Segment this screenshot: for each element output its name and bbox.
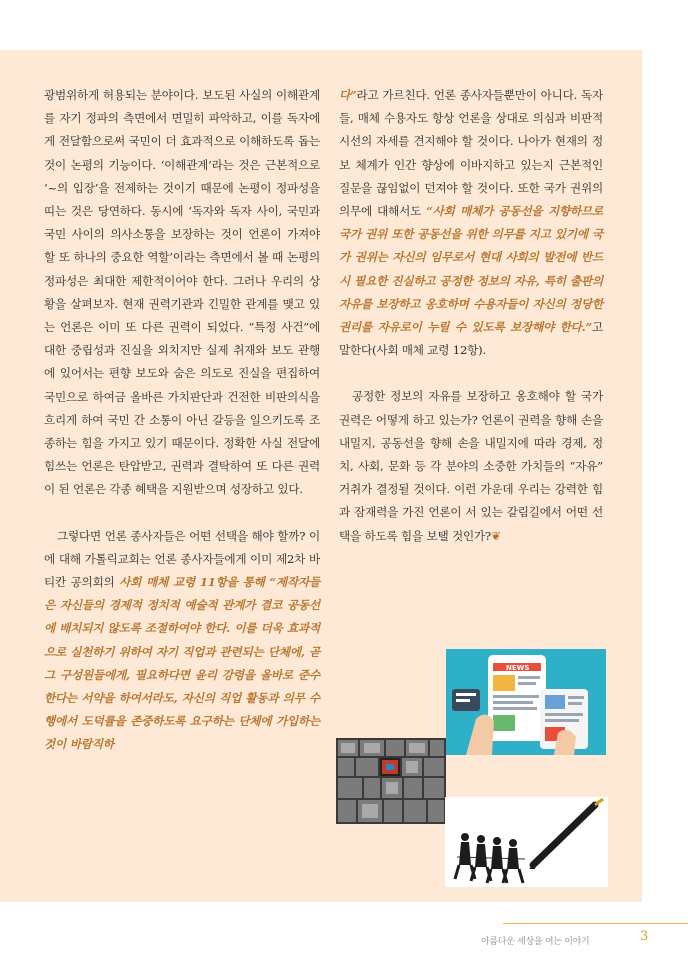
right-paragraph-2-text: 공정한 정보의 자유를 보장하고 옹호해야 할 국가 권력은 어떻게 하고 있는가? 언론이 권력을 향해 손을 내밀지, 공동선을 향해 손을 내밀지에 따라 경제, 정치, 사회, 문화 등 각 분야의 소중한 가치들의 “자유” 거취가 결정될 것이다. 이런 가운데 우리는 강력한 힘과 잠재력을 가진 언론이 서 있는 갈림길에서 어떤 선택을 하도록 힘을 보탤 것인가? [339,389,603,543]
right-paragraph-2 [339,385,603,547]
decree-11-quote: 사회 매체 교령 11항을 통해 “제작자들은 자신들의 경제적 정치적 예술적 관계가 결코 공동선에 배치되지 않도록 조절하여야 한다. 이를 더욱 효과적으로 실천하기 위하여 자기 직업과 관련되는 단체에, 곧 그 구성원들에게, 필요하다면 윤리 강령을 올바로 준수한다는 서약을 하여서라도, 자신의 직업 활동과 의무 수행에서 도덕률을 존중하도록 요구하는 단체에 가입하는 것이 바람직하 [44,575,320,752]
news-badge: NEWS [506,664,530,672]
left-paragraph-2-intro: 그렇다면 언론 종사자들은 어떤 선택을 해야 할까? 이에 대해 가톨릭교회는 언론 종사자들에게 이미 제2차 바티칸 공의회의 [44,528,320,590]
footer-line [503,923,688,924]
right-paragraph-1-text: 라고 가르친다. 언론 종사자들뿐만이 아니다. 독자들, 매체 수용자도 항상 언론을 상대로 의심과 비판적 시선의 자세를 견지해야 할 것이다. 나아가 현재의 정보 체계가 인간 향상에 이바지하고 있는지 근본적인 질문을 끊임없이 던져야 할 것이다. 또한 국가 권위의 의무에 대해서도 [339,88,603,219]
page-number: 3 [640,929,649,944]
tv-wall-photo [336,738,446,824]
left-paragraph-1: 광범위하게 허용되는 분야이다. 보도된 사실의 이해관계를 자기 정파의 측면에서 면밀히 파악하고, 이를 독자에게 전달함으로써 국민이 더 효과적으로 이해하도록 돕는 것이 논평의 기능이다. ‘이해관계’라는 것은 근본적으로 ‘~의 입장’을 전제하는 것이기 때문에 논평이 정파성을 띠는 것은 당연하다. 동시에 ‘독자와 독자 사이, 국민과 국민 사이의 의사소통을 보장하는 것이 언론이 가져야 할 또 하나의 중요한 역할’이라는 측면에서 볼 때 논평의 정파성은 최대한 제한적이어야 한다. 그러나 우리의 상황을 살펴보자. 현재 권력기관과 긴밀한 관계를 맺고 있는 언론은 이미 또 다른 권력이 되었다. “특정 사건”에 대한 중립성과 진실을 외치지만 실제 취재와 보도 관행에 있어서는 편향 보도와 숨은 의도로 진실을 편집하여 국민으로 하여금 올바른 가치판단과 건전한 비판의식을 흐리게 하여 국민 간 소통이 아닌 갈등을 일으키도록 조종하는 힘을 가지고 있기 때문이다. 정확한 사실 전달에 힘쓰는 언론은 탄압받고, 권력과 결탁하여 또 다른 권력이 된 언론은 각종 혜택을 지원받으며 성장하고 있다. [44,88,320,497]
right-column [339,84,603,548]
left-paragraph-2 [44,525,320,757]
news-phones-illustration [446,649,606,755]
right-paragraph-1 [339,84,603,362]
quote-ending: 다” [339,88,357,102]
left-column [44,84,320,757]
right-paragraph-1-end: 고 말한다(사회 매체 교령 12항). [339,320,603,358]
leaf-icon: ❦ [490,528,501,543]
decree-12-quote: “사회 매체가 공동선을 지향하므로 국가 권위 또한 공동선을 위한 의무를 지고 있기에 국가 권위는 자신의 임무로서 현대 사회의 발전에 반드시 필요한 진실하고 공정한 정보의 자유, 특히 출판의 자유를 보장하고 옹호하며 수용자들이 자신의 정당한 권리를 자유로이 누릴 수 있도록 보장해야 한다.” [339,204,603,335]
pen-tug-illustration [445,797,608,887]
footer-title: 아름다운 세상을 여는 이야기 [481,937,590,947]
